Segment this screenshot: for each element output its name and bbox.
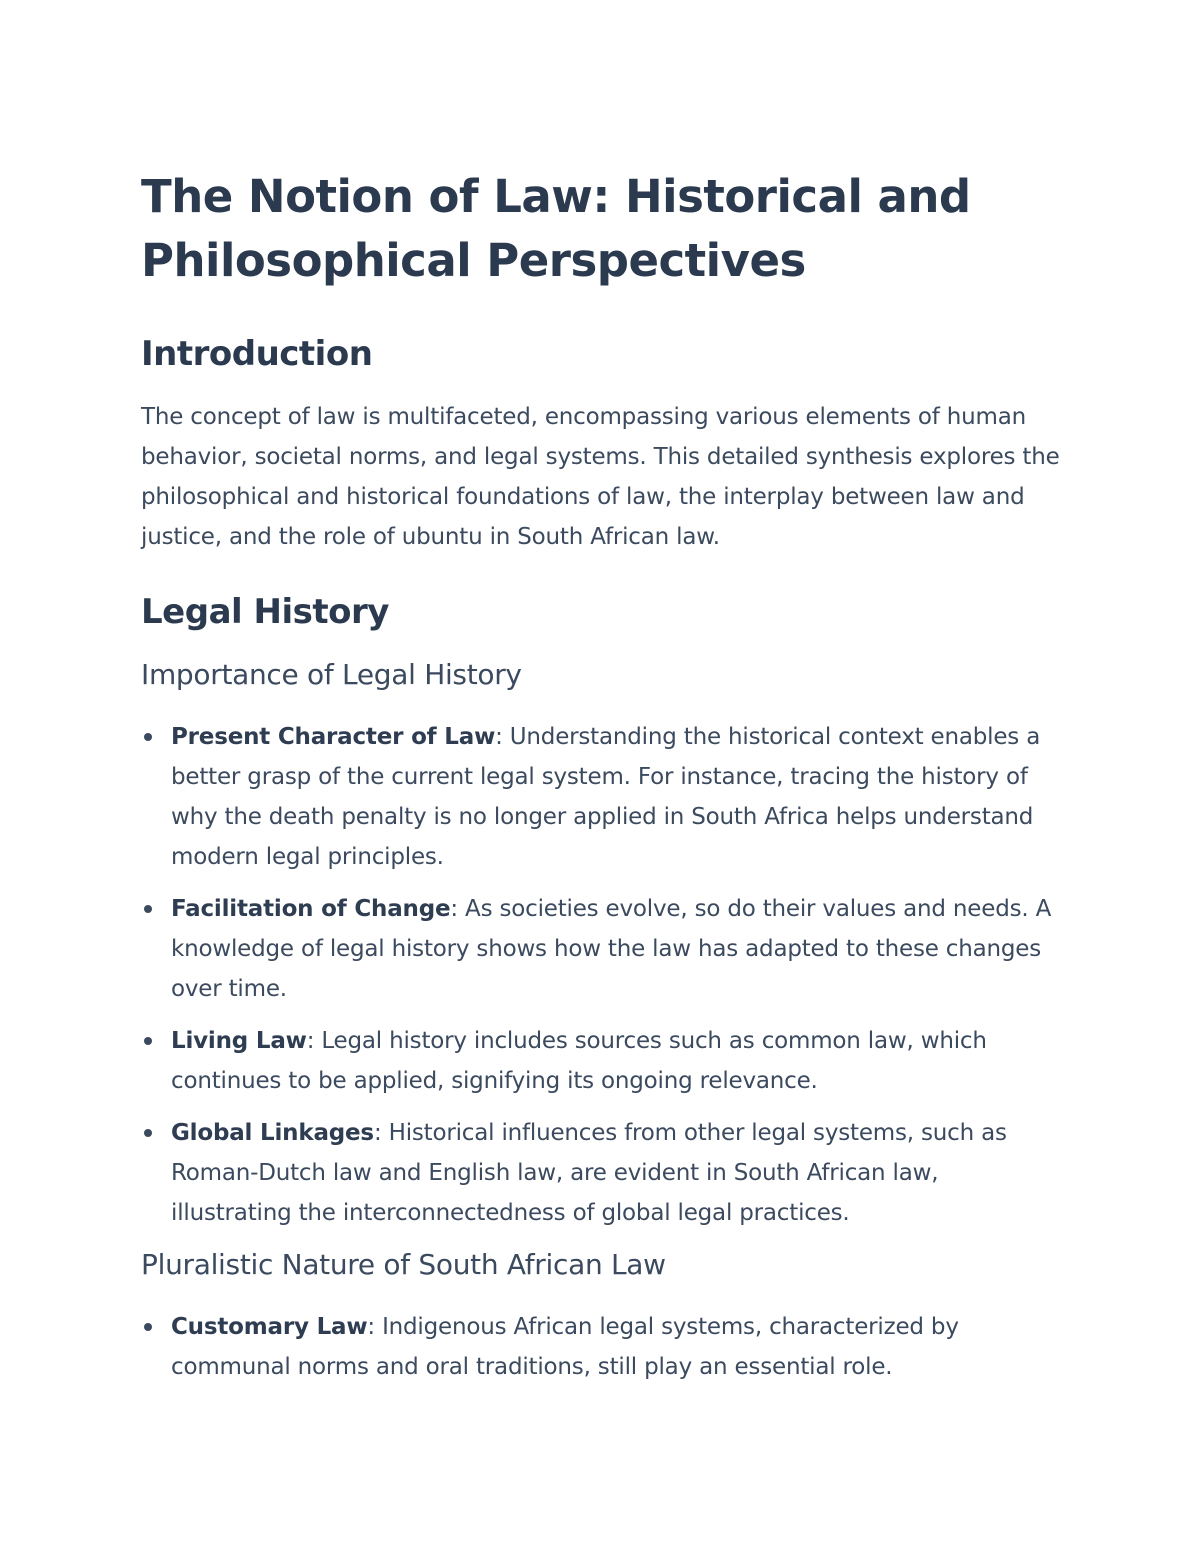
list-item-text: : Indigenous African legal systems, characterized by communal norms and oral traditions, still play an essential role. [171,1314,959,1380]
section-heading-legal-history: Legal History [141,592,389,632]
importance-list [141,717,1061,1233]
pluralistic-list [141,1307,1061,1387]
list-item-text: : Legal history includes sources such as common law, which continues to be applied, signifying its ongoing relevance. [171,1028,987,1094]
list-item-term: Facilitation of Change [171,896,451,922]
document-title: The Notion of Law: Historical and Philosophical Perspectives [141,170,971,287]
list-item-term: Living Law [171,1028,307,1054]
list-item-text: : Historical influences from other legal systems, such as Roman-Dutch law and English law, are evident in South African law, illustrating the interconnectedness of global legal practices. [171,1120,1007,1226]
section-heading-introduction: Introduction [141,334,373,374]
document-page [141,165,1061,1399]
list-item-text: : Understanding the historical context enables a better grasp of the current legal system. For instance, tracing the history of why the death penalty is no longer applied in South Africa helps understand modern legal principles. [171,724,1041,870]
subsection-heading-pluralistic: Pluralistic Nature of South African Law [141,1248,666,1281]
list-item-term: Present Character of Law [171,724,496,750]
introduction-paragraph: The concept of law is multifaceted, encompassing various elements of human behavior, societal norms, and legal systems. This detailed synthesis explores the philosophical and historical foundations of law, the interplay between law and justice, and the role of ubuntu in South African law. [141,404,1060,550]
list-item-term: Customary Law [171,1314,368,1340]
bullet-icon [144,905,152,913]
bullet-icon [144,1129,152,1137]
list-item [141,717,1061,877]
list-item [141,1307,1061,1387]
list-item-text: : As societies evolve, so do their values and needs. A knowledge of legal history shows how the law has adapted to these changes over time. [171,896,1052,1002]
bullet-icon [144,1037,152,1045]
subsection-heading-importance: Importance of Legal History [141,658,522,691]
list-item-term: Global Linkages [171,1120,374,1146]
list-item [141,1113,1061,1233]
bullet-icon [144,1323,152,1331]
bullet-icon [144,733,152,741]
list-item [141,889,1061,1009]
list-item [141,1021,1061,1101]
